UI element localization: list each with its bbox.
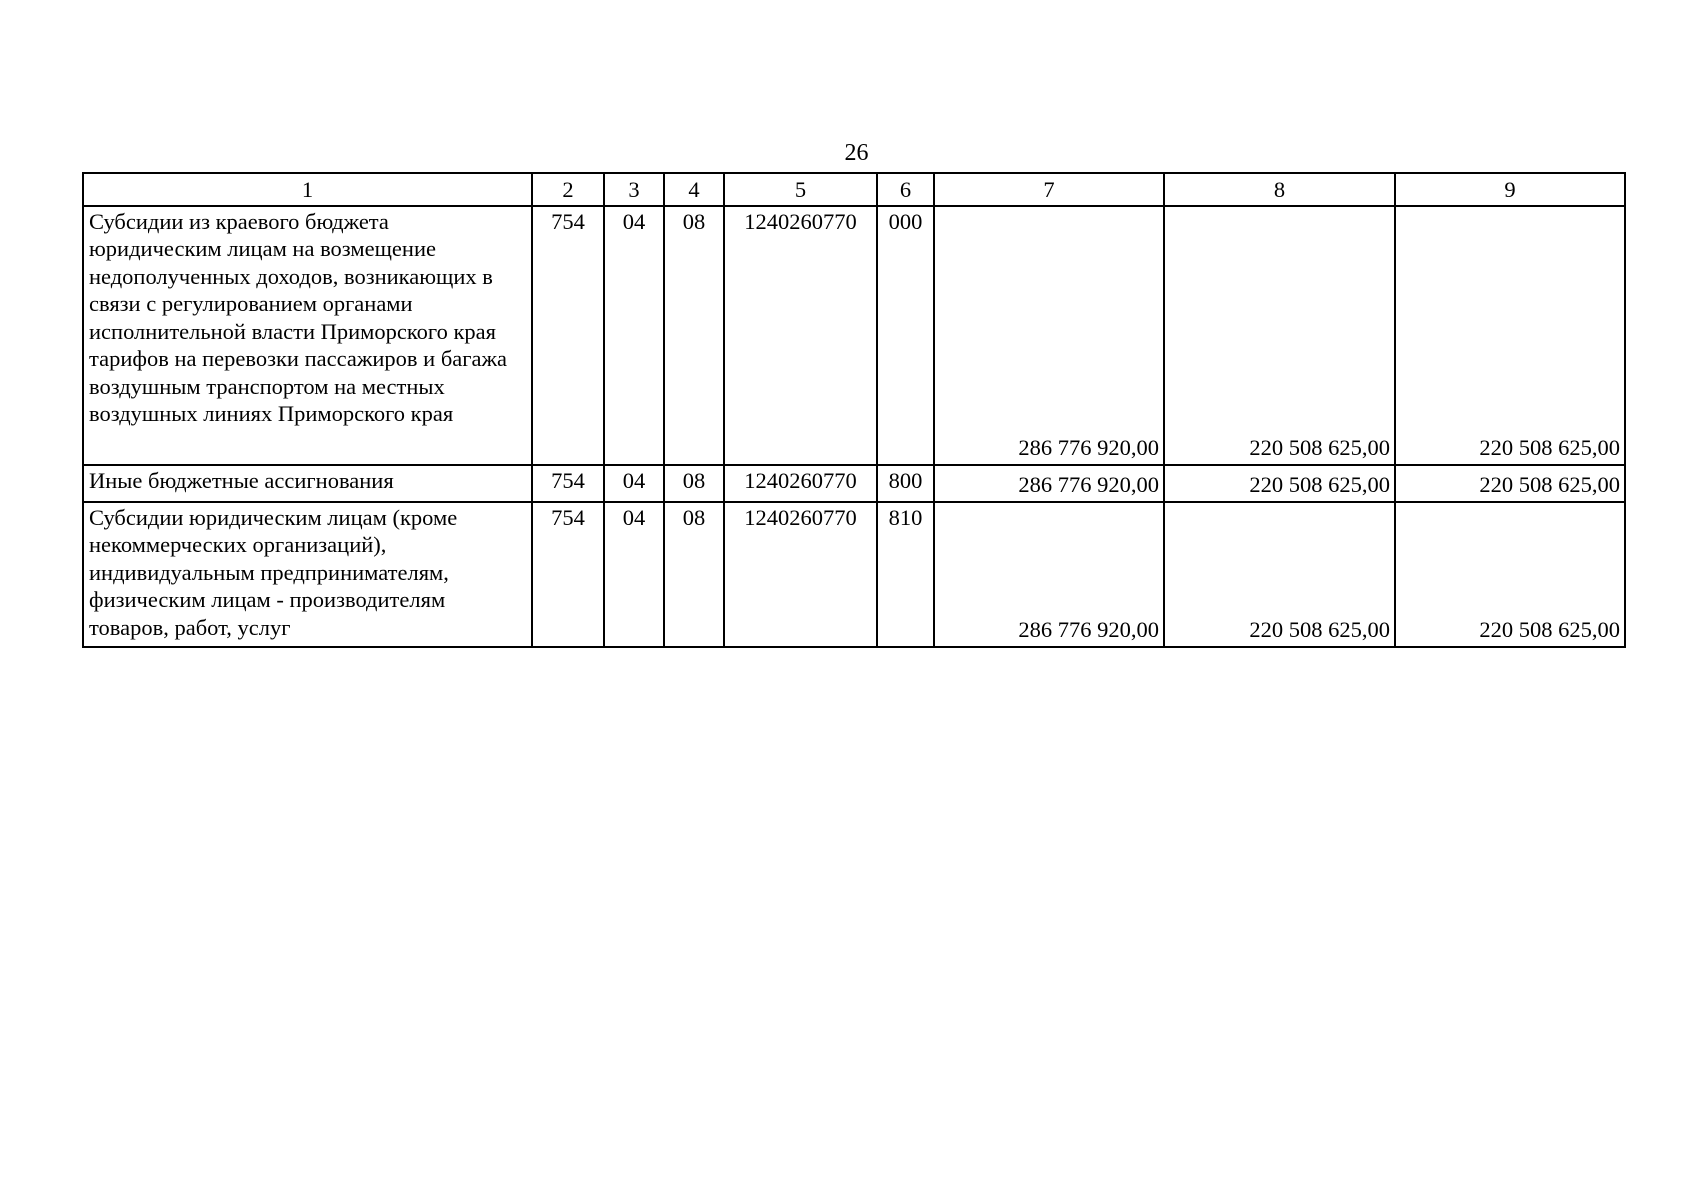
amount-col8: 220 508 625,00 [1164, 465, 1395, 502]
expense-type-code: 000 [877, 206, 934, 465]
expense-type-code: 800 [877, 465, 934, 502]
subsection-code: 08 [664, 465, 724, 502]
header-cell: 8 [1164, 173, 1395, 206]
row-description: Субсидии юридическим лицам (кроме некоммерческих организаций), индивидуальным предпринимателям, физическим лицам - производителям товаров, работ, услуг [83, 502, 532, 647]
header-cell: 2 [532, 173, 604, 206]
row-description: Субсидии из краевого бюджета юридическим лицам на возмещение недополученных доходов, возникающих в связи с регулированием органами исполнительной власти Приморского края тарифов на перевозки пассажиров и багажа воздушным транспортом на местных воздушных линиях Приморского края [83, 206, 532, 465]
target-article-code: 1240260770 [724, 206, 877, 465]
row-description: Иные бюджетные ассигнования [83, 465, 532, 502]
section-code: 04 [604, 465, 664, 502]
subsection-code: 08 [664, 206, 724, 465]
target-article-code: 1240260770 [724, 465, 877, 502]
amount-col9: 220 508 625,00 [1395, 465, 1625, 502]
header-cell: 6 [877, 173, 934, 206]
header-cell: 3 [604, 173, 664, 206]
table-header-row [83, 173, 1625, 206]
header-cell: 9 [1395, 173, 1625, 206]
header-cell: 5 [724, 173, 877, 206]
section-code: 04 [604, 206, 664, 465]
table-row [83, 502, 1625, 647]
expense-type-code: 810 [877, 502, 934, 647]
header-cell: 7 [934, 173, 1164, 206]
amount-col8: 220 508 625,00 [1164, 502, 1395, 647]
amount-col8: 220 508 625,00 [1164, 206, 1395, 465]
table-row [83, 206, 1625, 465]
ministry-code: 754 [532, 502, 604, 647]
amount-col7: 286 776 920,00 [934, 502, 1164, 647]
target-article-code: 1240260770 [724, 502, 877, 647]
section-code: 04 [604, 502, 664, 647]
amount-col7: 286 776 920,00 [934, 465, 1164, 502]
header-cell: 1 [83, 173, 532, 206]
amount-col9: 220 508 625,00 [1395, 502, 1625, 647]
amount-col7: 286 776 920,00 [934, 206, 1164, 465]
table-row [83, 465, 1625, 502]
amount-col9: 220 508 625,00 [1395, 206, 1625, 465]
budget-table [82, 172, 1626, 648]
ministry-code: 754 [532, 465, 604, 502]
ministry-code: 754 [532, 206, 604, 465]
header-cell: 4 [664, 173, 724, 206]
page-number: 26 [844, 140, 869, 166]
subsection-code: 08 [664, 502, 724, 647]
